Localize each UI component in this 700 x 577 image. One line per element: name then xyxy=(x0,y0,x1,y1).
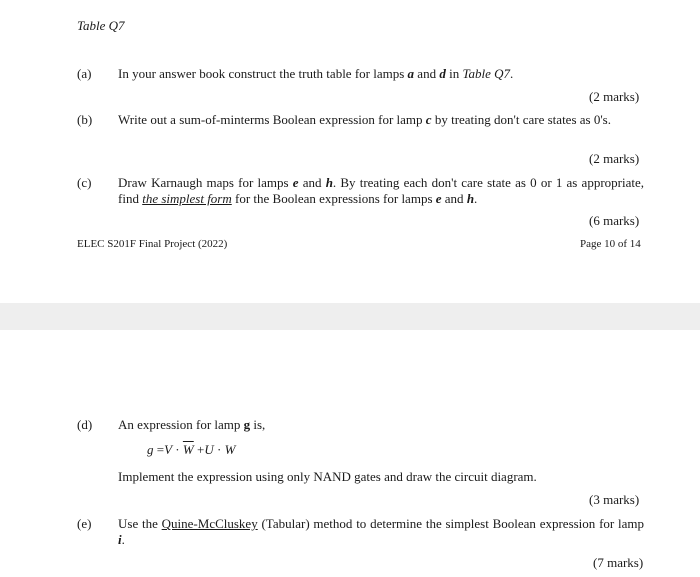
quine-mccluskey-term: Quine-McCluskey xyxy=(161,516,258,531)
question-d-text: An expression for lamp g is, xyxy=(118,417,266,432)
question-a-label: (a) xyxy=(77,66,92,81)
question-e-label: (e) xyxy=(77,516,92,531)
question-e-marks: (7 marks) xyxy=(593,555,644,570)
equation-g: $g =V \cdot \overline{W} +U \cdot W$ xyxy=(147,442,236,457)
question-a-marks: (2 marks) xyxy=(589,89,640,104)
question-d-marks: (3 marks) xyxy=(589,492,640,507)
simplest-form-emphasis: the simplest form xyxy=(142,191,232,206)
question-b-text: Write out a sum-of-minterms Boolean expression for lamp c by treating don't care states as 0's. xyxy=(118,112,611,127)
question-c-label: (c) xyxy=(77,175,92,190)
question-d-label: (d) xyxy=(77,417,93,432)
question-b-label: (b) xyxy=(77,112,93,127)
question-c-marks: (6 marks) xyxy=(589,213,640,228)
question-e-text: Use the Quine-McCluskey (Tabular) method to determine the simplest Boolean expression for lamp i. xyxy=(118,516,644,547)
question-b-marks: (2 marks) xyxy=(589,151,640,166)
w-bar: $\overline{W}$ xyxy=(182,442,194,457)
footer-course: ELEC S201F Final Project (2022) xyxy=(77,238,228,250)
question-a-text: In your answer book construct the truth table for lamps a and d in Table Q7. xyxy=(118,66,514,81)
question-d-instruction: Implement the expression using only NAND gates and draw the circuit diagram. xyxy=(118,469,537,484)
table-title: Table Q7 xyxy=(77,18,125,33)
question-c-text: Draw Karnaugh maps for lamps e and h. By treating each don't care state as 0 or 1 as appropriate, find the simplest form for the Boolean expressions for lamps e and h. xyxy=(118,175,644,206)
footer-page-number: Page 10 of 14 xyxy=(580,238,641,250)
exam-page-11 xyxy=(0,330,700,577)
